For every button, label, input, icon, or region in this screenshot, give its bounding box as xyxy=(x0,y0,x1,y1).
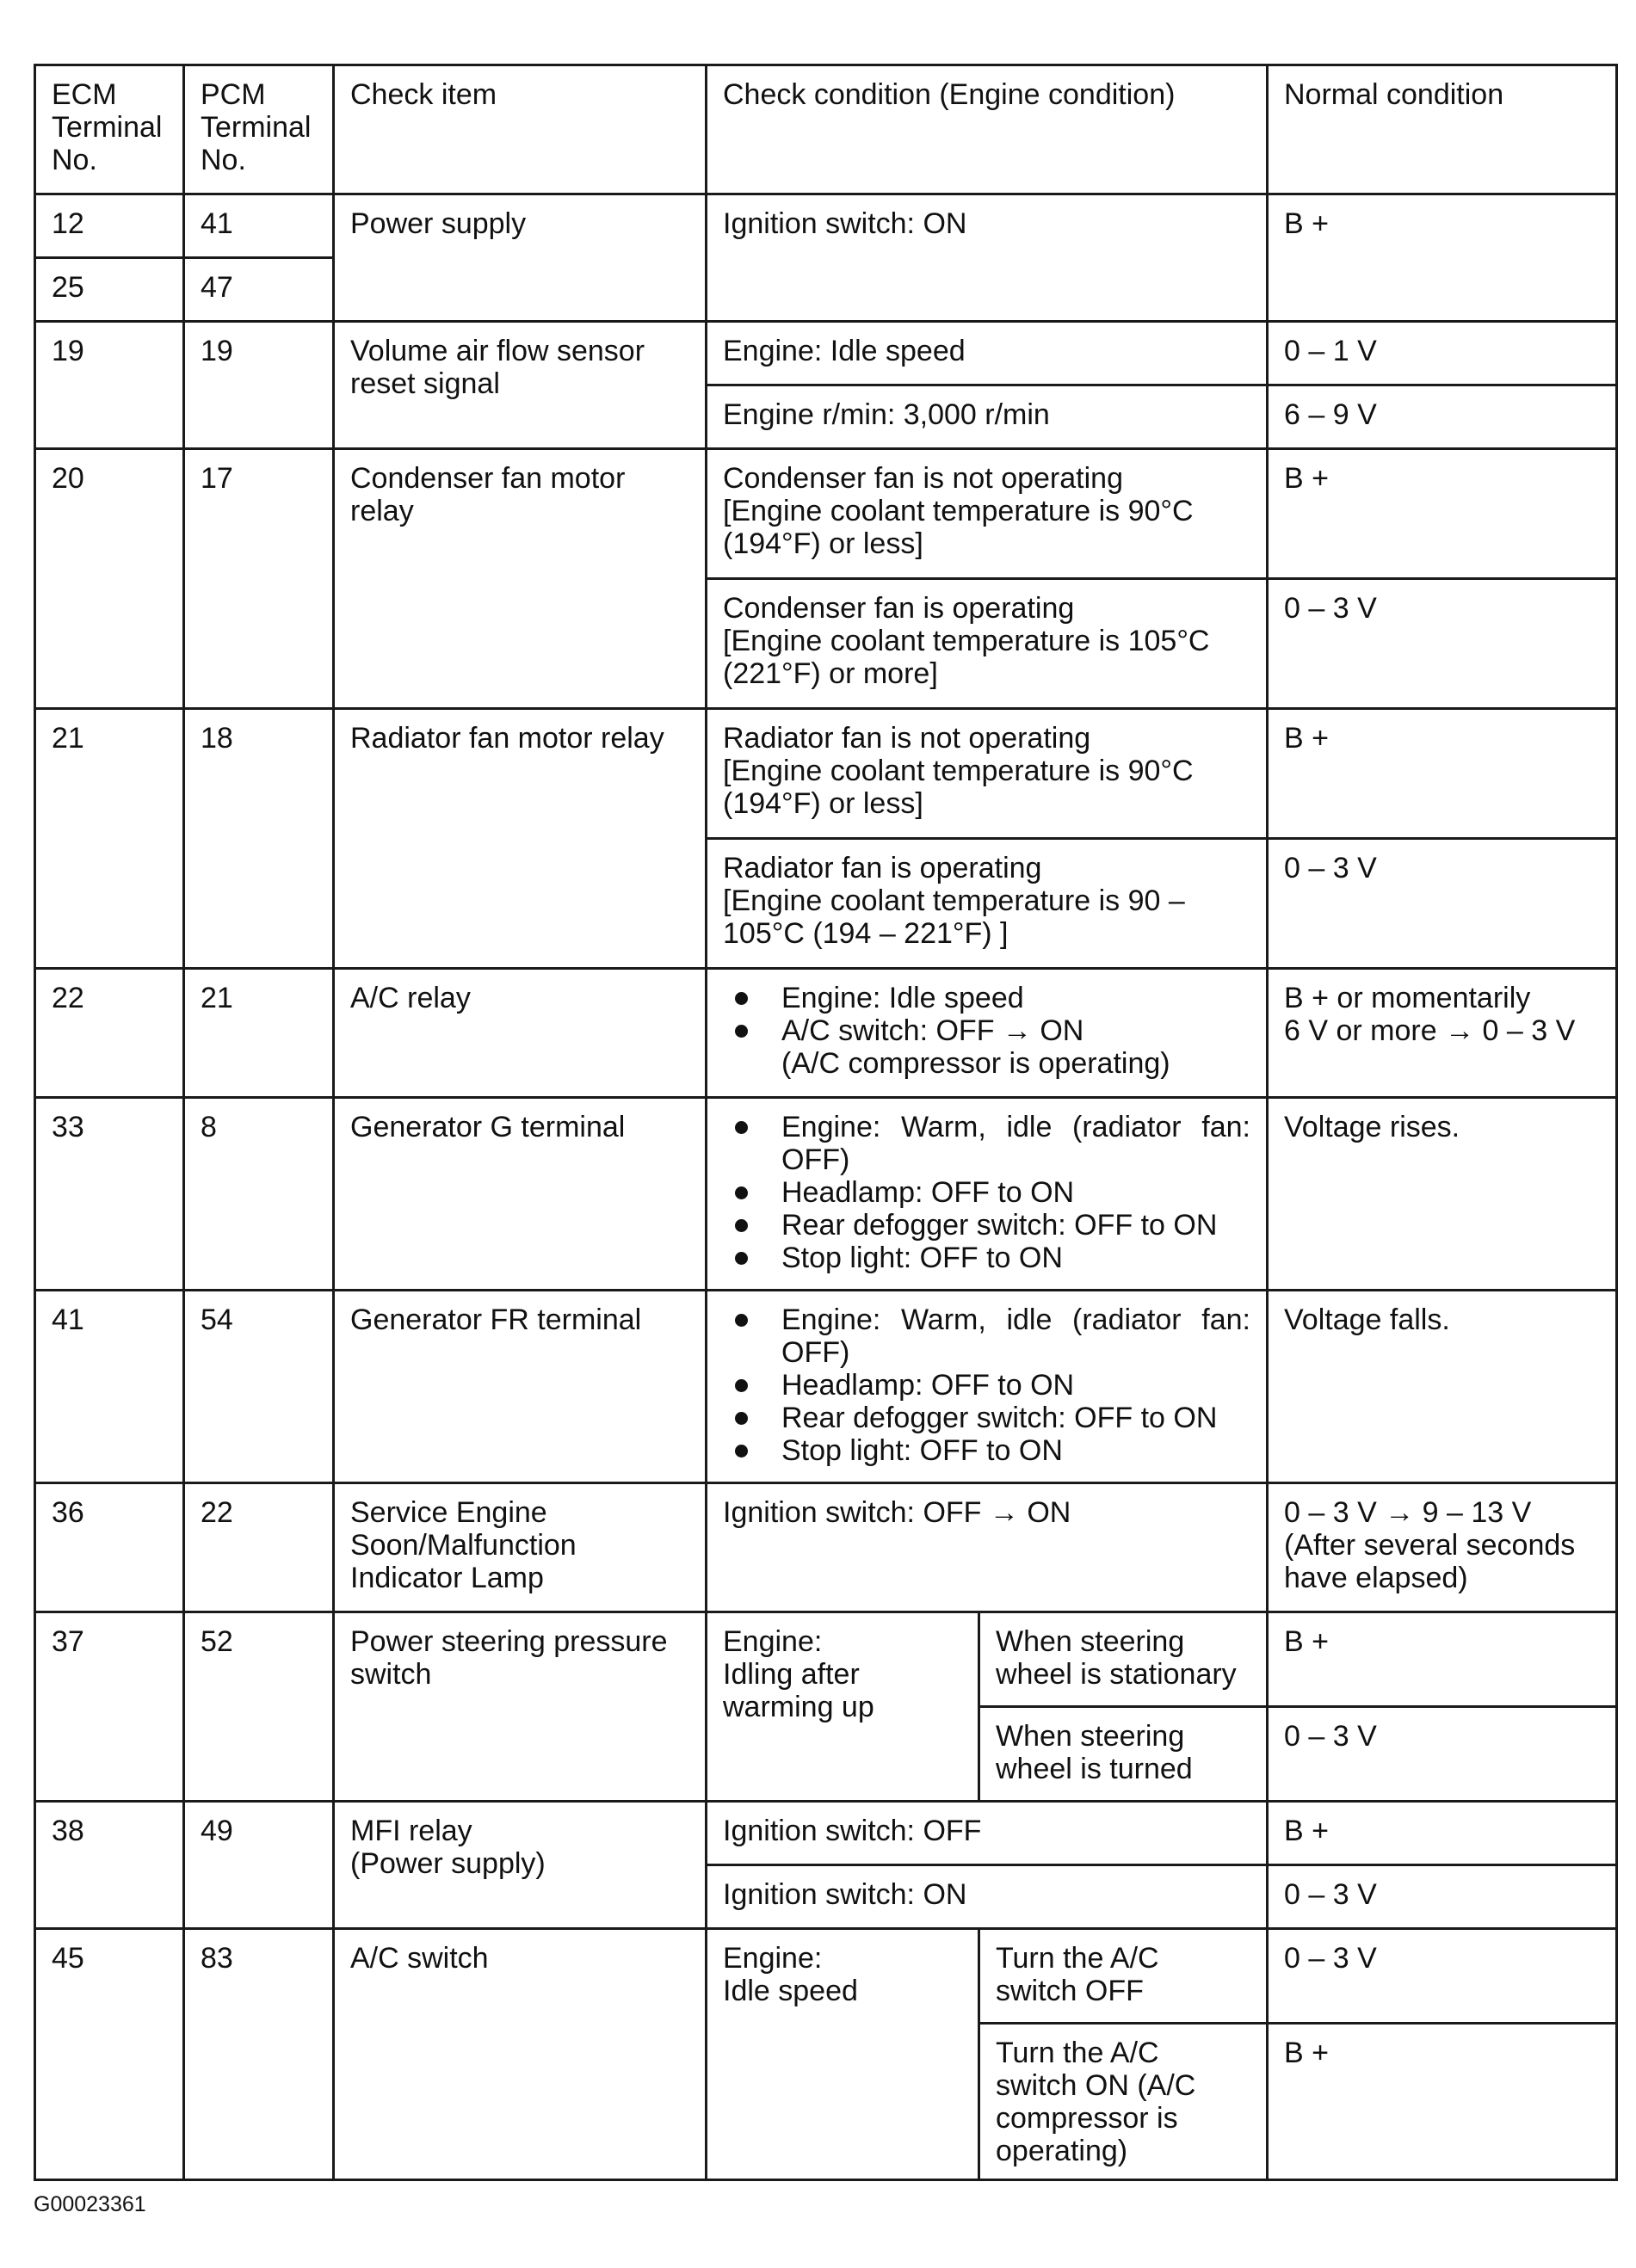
normal-condition-cell: B + xyxy=(1268,1802,1617,1865)
normal-condition-cell: B + xyxy=(1268,709,1617,839)
list-item: Engine: Warm, idle (radiator fan: OFF) xyxy=(723,1111,1250,1176)
bullet-note: (A/C compressor is operating) xyxy=(781,1047,1170,1080)
check-condition-cell xyxy=(707,969,1268,1098)
check-condition-cell: Condenser fan is operating [Engine coolant temperature is 105°C (221°F) or more] xyxy=(707,579,1268,709)
check-condition-cell: Ignition switch: ON xyxy=(707,1865,1268,1929)
check-item-cell: Condenser fan motor relay xyxy=(334,449,707,709)
check-item-cell: Generator FR terminal xyxy=(334,1291,707,1483)
check-item-cell: Power supply xyxy=(334,194,707,322)
table-row xyxy=(35,322,1617,385)
check-item-cell: Volume air flow sensor reset signal xyxy=(334,322,707,449)
condition-bullet-list xyxy=(723,1303,1250,1467)
header-check-item: Check item xyxy=(334,65,707,194)
normal-condition-cell: B + xyxy=(1268,194,1617,322)
header-row xyxy=(35,65,1617,194)
list-item: Headlamp: OFF to ON xyxy=(723,1369,1250,1402)
normal-condition-cell: 0 – 3 V → 9 – 13 V (After several seconds have elapsed) xyxy=(1268,1483,1617,1612)
header-check-condition: Check condition (Engine condition) xyxy=(707,65,1268,194)
check-condition-cell: Ignition switch: OFF → ON xyxy=(707,1483,1268,1612)
terminal-check-table xyxy=(34,64,1618,2181)
ecm-terminal-cell: 41 xyxy=(35,1291,184,1483)
check-item-cell: A/C switch xyxy=(334,1929,707,2180)
ecm-terminal-cell: 20 xyxy=(35,449,184,709)
list-item: Engine: Warm, idle (radiator fan: OFF) xyxy=(723,1303,1250,1369)
list-item: Engine: Idle speed xyxy=(723,982,1250,1014)
sub-condition-cell: When steering wheel is stationary xyxy=(979,1612,1268,1707)
ecm-terminal-cell: 12 xyxy=(35,194,184,258)
list-item: Rear defogger switch: OFF to ON xyxy=(723,1209,1250,1242)
condition-bullet-list xyxy=(723,982,1250,1080)
pcm-terminal-cell: 18 xyxy=(184,709,334,969)
pcm-terminal-cell: 47 xyxy=(184,258,334,322)
check-condition-cell: Engine: Idle speed xyxy=(707,322,1268,385)
list-item: Stop light: OFF to ON xyxy=(723,1242,1250,1274)
condition-bullet-list xyxy=(723,1111,1250,1274)
engine-condition-cell: Engine: Idle speed xyxy=(707,1929,979,2180)
check-item-cell: Service Engine Soon/Malfunction Indicator Lamp xyxy=(334,1483,707,1612)
ecm-terminal-cell: 45 xyxy=(35,1929,184,2180)
normal-condition-cell: 0 – 3 V xyxy=(1268,1707,1617,1802)
header-pcm-terminal: PCM Terminal No. xyxy=(184,65,334,194)
pcm-terminal-cell: 19 xyxy=(184,322,334,449)
sub-condition-cell: When steering wheel is turned xyxy=(979,1707,1268,1802)
ecm-terminal-cell: 33 xyxy=(35,1098,184,1291)
normal-condition-cell: B + xyxy=(1268,1612,1617,1707)
check-condition-cell: Radiator fan is operating [Engine coolant temperature is 90 – 105°C (194 – 221°F) ] xyxy=(707,839,1268,969)
pcm-terminal-cell: 41 xyxy=(184,194,334,258)
table-row xyxy=(35,1291,1617,1483)
sub-condition-cell: Turn the A/C switch OFF xyxy=(979,1929,1268,2024)
check-item-cell: Power steering pressure switch xyxy=(334,1612,707,1802)
check-item-cell: MFI relay (Power supply) xyxy=(334,1802,707,1929)
check-item-cell: A/C relay xyxy=(334,969,707,1098)
check-condition-cell: Engine r/min: 3,000 r/min xyxy=(707,385,1268,449)
normal-condition-cell: Voltage rises. xyxy=(1268,1098,1617,1291)
pcm-terminal-cell: 21 xyxy=(184,969,334,1098)
check-item-cell: Radiator fan motor relay xyxy=(334,709,707,969)
list-item: Stop light: OFF to ON xyxy=(723,1434,1250,1467)
normal-condition-cell: 0 – 3 V xyxy=(1268,839,1617,969)
figure-id-label: G00023361 xyxy=(34,2192,146,2216)
pcm-terminal-cell: 52 xyxy=(184,1612,334,1802)
sub-condition-cell: Turn the A/C switch ON (A/C compressor is operating) xyxy=(979,2024,1268,2180)
ecm-terminal-cell: 37 xyxy=(35,1612,184,1802)
normal-condition-cell: 6 – 9 V xyxy=(1268,385,1617,449)
normal-condition-cell: 0 – 1 V xyxy=(1268,322,1617,385)
pcm-terminal-cell: 8 xyxy=(184,1098,334,1291)
ecm-terminal-cell: 19 xyxy=(35,322,184,449)
ecm-terminal-cell: 36 xyxy=(35,1483,184,1612)
list-item: Headlamp: OFF to ON xyxy=(723,1176,1250,1209)
table-row xyxy=(35,969,1617,1098)
pcm-terminal-cell: 83 xyxy=(184,1929,334,2180)
table-row xyxy=(35,1483,1617,1612)
check-condition-cell: Radiator fan is not operating [Engine coolant temperature is 90°C (194°F) or less] xyxy=(707,709,1268,839)
normal-condition-cell: B + or momentarily 6 V or more → 0 – 3 V xyxy=(1268,969,1617,1098)
table-row xyxy=(35,709,1617,839)
ecm-terminal-cell: 38 xyxy=(35,1802,184,1929)
header-normal-condition: Normal condition xyxy=(1268,65,1617,194)
check-condition-cell: Ignition switch: ON xyxy=(707,194,1268,322)
pcm-terminal-cell: 22 xyxy=(184,1483,334,1612)
ecm-terminal-cell: 21 xyxy=(35,709,184,969)
ecm-terminal-cell: 25 xyxy=(35,258,184,322)
check-condition-cell xyxy=(707,1291,1268,1483)
table-row xyxy=(35,1612,1617,1707)
normal-condition-cell: Voltage falls. xyxy=(1268,1291,1617,1483)
table-row xyxy=(35,1929,1617,2024)
table-row xyxy=(35,449,1617,579)
ecm-terminal-cell: 22 xyxy=(35,969,184,1098)
check-condition-cell xyxy=(707,1098,1268,1291)
pcm-terminal-cell: 54 xyxy=(184,1291,334,1483)
pcm-terminal-cell: 17 xyxy=(184,449,334,709)
list-item: Rear defogger switch: OFF to ON xyxy=(723,1402,1250,1434)
table-row xyxy=(35,1098,1617,1291)
pcm-terminal-cell: 49 xyxy=(184,1802,334,1929)
normal-condition-cell: B + xyxy=(1268,2024,1617,2180)
check-item-cell: Generator G terminal xyxy=(334,1098,707,1291)
list-item: A/C switch: OFF → ON (A/C compressor is operating) xyxy=(723,1014,1250,1080)
table-row xyxy=(35,194,1617,258)
normal-condition-cell: 0 – 3 V xyxy=(1268,1929,1617,2024)
header-ecm-terminal: ECM Terminal No. xyxy=(35,65,184,194)
normal-condition-cell: 0 – 3 V xyxy=(1268,1865,1617,1929)
normal-condition-cell: B + xyxy=(1268,449,1617,579)
engine-condition-cell: Engine: Idling after warming up xyxy=(707,1612,979,1802)
check-condition-cell: Ignition switch: OFF xyxy=(707,1802,1268,1865)
check-condition-cell: Condenser fan is not operating [Engine coolant temperature is 90°C (194°F) or less] xyxy=(707,449,1268,579)
normal-condition-cell: 0 – 3 V xyxy=(1268,579,1617,709)
table-row xyxy=(35,1802,1617,1865)
